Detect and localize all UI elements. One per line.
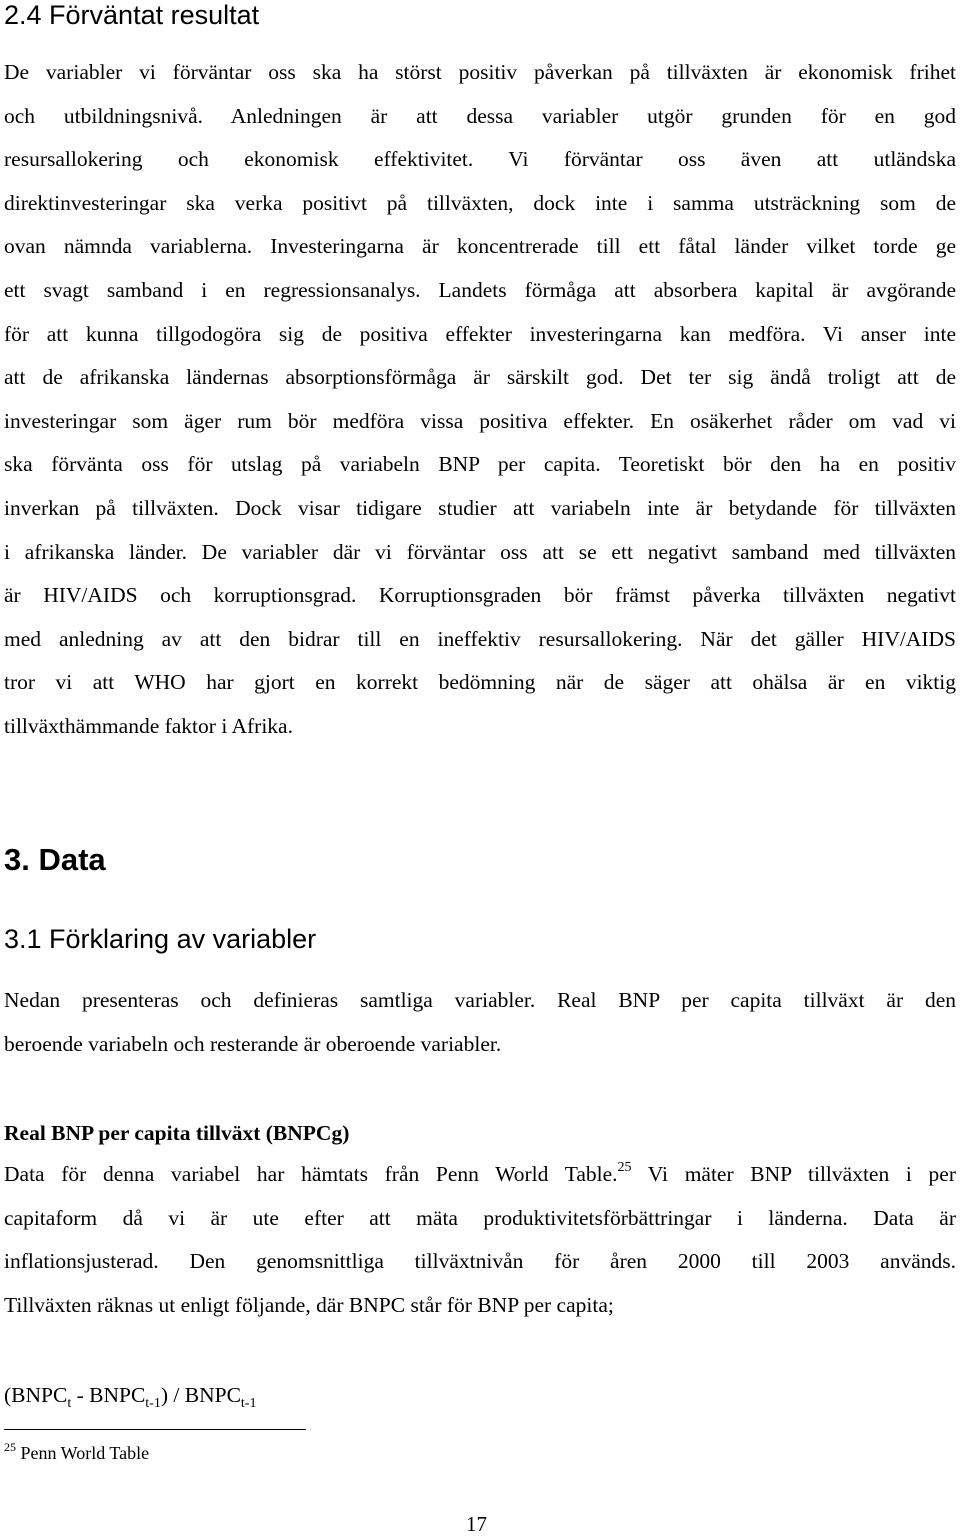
text-line: ska förvänta oss för utslag på variabeln BNP per capita. Teoretiskt bör den ha en positiv <box>4 452 956 477</box>
text-line: för att kunna tillgodogöra sig de positiva effekter investeringarna kan medföra. Vi anser inte <box>4 321 956 346</box>
text-line: Nedan presenteras och definieras samtliga variabler. Real BNP per capita tillväxt är den <box>4 988 956 1012</box>
paragraph-expected-results <box>4 51 956 749</box>
text-line: och utbildningsnivå. Anledningen är att dessa variabler utgör grunden för en god <box>4 103 956 128</box>
text-line: resursallokering och ekonomisk effektivitet. Vi förväntar oss även att utländska <box>4 147 956 172</box>
formula-subscript: t <box>67 1396 72 1411</box>
text-line: tillväxthämmande faktor i Afrika. <box>4 713 293 738</box>
paragraph-variable-description <box>4 1153 956 1327</box>
text-line: med anledning av att den bidrar till en ineffektiv resursallokering. När det gäller HIV/AIDS <box>4 626 956 651</box>
text-line: tror vi att WHO har gjort en korrekt bedömning när de säger att ohälsa är en viktig <box>4 670 956 695</box>
text-line: ett svagt samband i en regressionsanalys. Landets förmåga att absorbera kapital är avgörande <box>4 277 956 302</box>
text-line: investeringar som äger rum bör medföra vissa positiva effekter. En osäkerhet råder om vad vi <box>4 408 956 433</box>
text-line: beroende variabeln och resterande är oberoende variabler. <box>4 1031 502 1056</box>
text-line: inverkan på tillväxten. Dock visar tidigare studier att variabeln inte är betydande för tillväxten <box>4 495 956 520</box>
paragraph-intro <box>4 979 956 1066</box>
text-line: De variabler vi förväntar oss ska ha störst positiv påverkan på tillväxten är ekonomisk frihet <box>4 60 956 84</box>
text-line: i afrikanska länder. De variabler där vi förväntar oss att se ett negativt samband med tillväxten <box>4 539 956 564</box>
footnote-marker: 25 <box>4 1440 16 1454</box>
text-line: inflationsjusterad. Den genomsnittliga tillväxtnivån för åren 2000 till 2003 används. <box>4 1249 956 1274</box>
text-segment: Vi mäter BNP tillväxten i per <box>631 1162 957 1186</box>
variable-subheading: Real BNP per capita tillväxt (BNPCg) <box>4 1121 350 1145</box>
formula-subscript: t-1 <box>145 1396 161 1411</box>
footnote-divider <box>4 1429 306 1430</box>
text-segment: Data för denna variabel har hämtats från Penn World Table. <box>4 1162 618 1186</box>
formula-text: ) / BNPC <box>160 1383 241 1407</box>
text-line: ovan nämnda variablerna. Investeringarna är koncentrerade till ett fåtal länder vilket torde ge <box>4 234 956 259</box>
section-heading-3-1: 3.1 Förklaring av variabler <box>4 924 317 954</box>
footnote-text: Penn World Table <box>16 1443 150 1463</box>
text-line: är HIV/AIDS och korruptionsgrad. Korruptionsgraden bör främst påverka tillväxten negativt <box>4 583 956 608</box>
page-number: 17 <box>466 1512 487 1536</box>
formula-text: - BNPC <box>71 1383 146 1407</box>
footnote-reference: 25 <box>617 1160 632 1175</box>
text-line: att de afrikanska ländernas absorptionsförmåga är särskilt god. Det ter sig ändå troligt att de <box>4 365 956 390</box>
text-line: capitaform då vi är ute efter att mäta produktivitetsförbättringar i länderna. Data är <box>4 1205 956 1230</box>
text-line: Tillväxten räknas ut enligt följande, där BNPC står för BNP per capita; <box>4 1292 614 1317</box>
section-heading-3: 3. Data <box>4 842 106 877</box>
formula-subscript: t-1 <box>240 1396 257 1411</box>
section-heading-2-4: 2.4 Förväntat resultat <box>4 0 260 30</box>
growth-formula <box>4 1383 257 1411</box>
footnote <box>4 1440 150 1464</box>
formula-text: (BNPC <box>4 1383 68 1407</box>
text-line: direktinvesteringar ska verka positivt på tillväxten, dock inte i samma utsträckning som de <box>4 190 956 215</box>
text-line <box>4 1153 956 1197</box>
